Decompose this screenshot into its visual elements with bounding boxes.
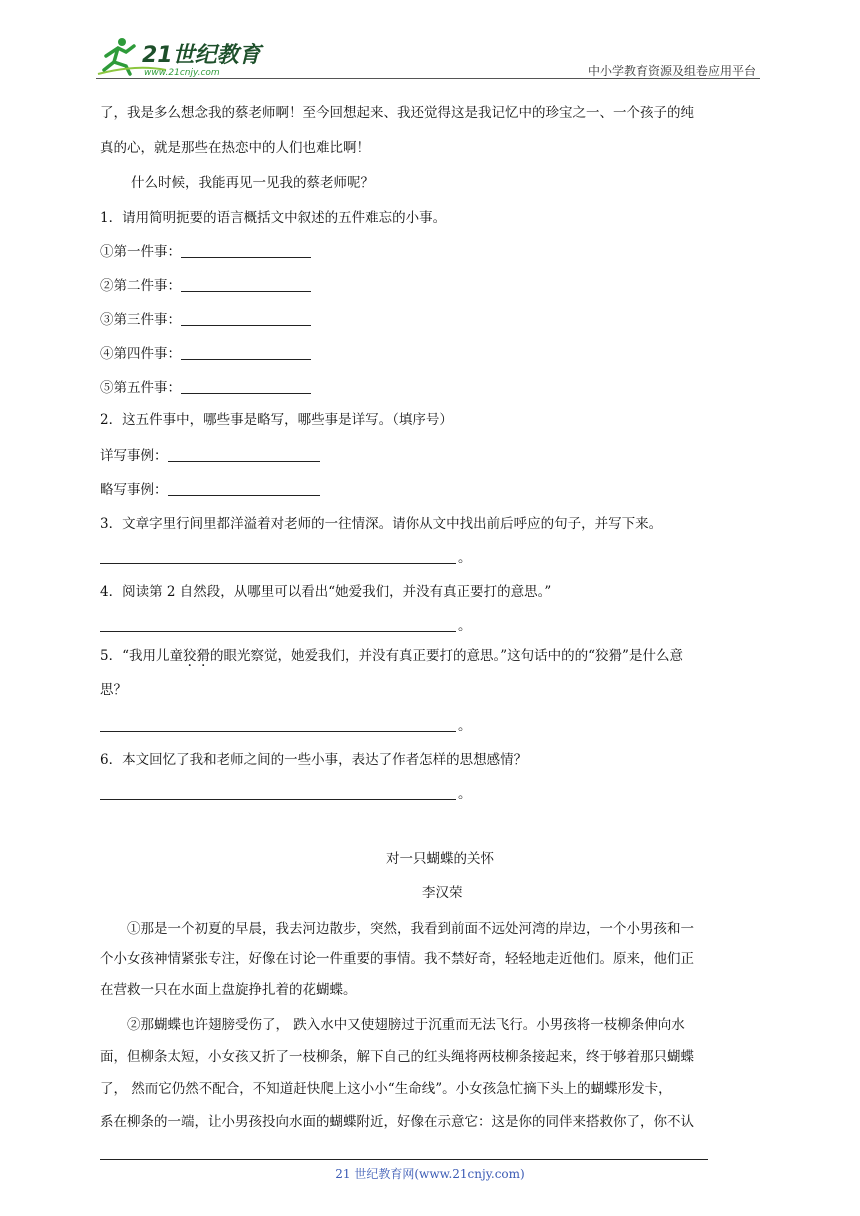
q5-answer: 。 xyxy=(100,716,472,736)
answer-blank[interactable] xyxy=(181,277,311,292)
answer-blank[interactable] xyxy=(100,549,456,564)
question-6: 6．本文回忆了我和老师之间的一些小事，表达了作者怎样的思想感情？ xyxy=(100,752,528,768)
answer-blank[interactable] xyxy=(181,379,311,394)
q3-answer: 。 xyxy=(100,548,472,568)
emphasis-char: 狡 xyxy=(183,648,197,664)
q1-item-3: ③第三件事： xyxy=(100,310,311,330)
q4-answer: 。 xyxy=(100,616,472,636)
para-2-line-2: 面，但柳条太短，小女孩又折了一枝柳条，解下自己的红头绳将两枝柳条接起来，终于够着那只蝴蝶 xyxy=(100,1049,694,1065)
answer-blank[interactable] xyxy=(181,243,311,258)
answer-blank[interactable] xyxy=(168,447,320,462)
q2-detail: 详写事例： xyxy=(100,446,320,466)
intro-line-1: 了，我是多么想念我的蔡老师啊！至今回想起来、我还觉得这是我记忆中的珍宝之一、一个孩子的纯 xyxy=(100,105,694,121)
answer-blank[interactable] xyxy=(181,311,311,326)
para-1-line-3: 在营救一只在水面上盘旋挣扎着的花蝴蝶。 xyxy=(100,982,357,998)
question-5: 5．“我用儿童狡猾的眼光察觉，她爱我们，并没有真正要打的意思。”这句话中的的“狡猾”是什么意 xyxy=(100,648,683,664)
question-3: 3．文章字里行间里都洋溢着对老师的一往情深。请你从文中找出前后呼应的句子，并写下来。 xyxy=(100,516,663,532)
para-2-line-1: ②那蝴蝶也许翅膀受伤了， 跌入水中又使翅膀过于沉重而无法飞行。小男孩将一枝柳条伸向水 xyxy=(127,1017,685,1033)
footer-divider xyxy=(100,1159,708,1160)
q1-item-1: ①第一件事： xyxy=(100,242,311,262)
answer-blank[interactable] xyxy=(100,717,456,732)
logo-text: 21世纪教育 xyxy=(142,43,261,68)
platform-name: 中小学教育资源及组卷应用平台 xyxy=(587,64,756,78)
emphasis-char: 猾 xyxy=(196,648,210,664)
page-header xyxy=(96,30,760,80)
answer-blank[interactable] xyxy=(100,785,456,800)
answer-blank[interactable] xyxy=(181,345,311,360)
answer-blank[interactable] xyxy=(100,617,456,632)
answer-blank[interactable] xyxy=(168,481,320,496)
passage-author: 李汉荣 xyxy=(422,885,463,901)
question-1: 1．请用简明扼要的语言概括文中叙述的五件难忘的小事。 xyxy=(100,210,447,226)
question-5-cont: 思？ xyxy=(100,682,127,698)
q1-item-2: ②第二件事： xyxy=(100,276,311,296)
q1-item-4: ④第四件事： xyxy=(100,344,311,364)
para-2-line-3: 了， 然而它仍然不配合，不知道赶快爬上这小小“生命线”。小女孩急忙摘下头上的蝴蝶形发卡， xyxy=(100,1081,672,1097)
header-divider xyxy=(96,78,760,79)
q2-brief: 略写事例： xyxy=(100,480,320,500)
q1-item-5: ⑤第五件事： xyxy=(100,378,311,398)
intro-line-2: 真的心，就是那些在热恋中的人们也难比啊！ xyxy=(100,140,370,156)
logo-url: www.21cnjy.com xyxy=(144,68,220,78)
q6-answer: 。 xyxy=(100,784,472,804)
footer-link[interactable]: 21 世纪教育网(www.21cnjy.com) xyxy=(335,1167,525,1181)
para-1-line-2: 个小女孩神情紧张专注，好像在讨论一件重要的事情。我不禁好奇，轻轻地走近他们。原来，他们正 xyxy=(100,951,694,967)
para-1-line-1: ①那是一个初夏的早晨，我去河边散步，突然，我看到前面不远处河湾的岸边，一个小男孩和一 xyxy=(127,921,694,937)
passage-title: 对一只蝴蝶的关怀 xyxy=(386,851,494,867)
intro-line-3: 什么时候，我能再见一见我的蔡老师呢？ xyxy=(131,175,374,191)
para-2-line-4: 系在柳条的一端，让小男孩投向水面的蝴蝶附近，好像在示意它：这是你的同伴来搭救你了，你不认 xyxy=(100,1114,694,1130)
logo xyxy=(96,34,266,78)
logo-runner-head-icon xyxy=(118,38,126,46)
question-2: 2．这五件事中，哪些事是略写，哪些事是详写。（填序号） xyxy=(100,412,453,428)
question-4: 4．阅读第 2 自然段，从哪里可以看出“她爱我们，并没有真正要打的意思。” xyxy=(100,584,552,600)
